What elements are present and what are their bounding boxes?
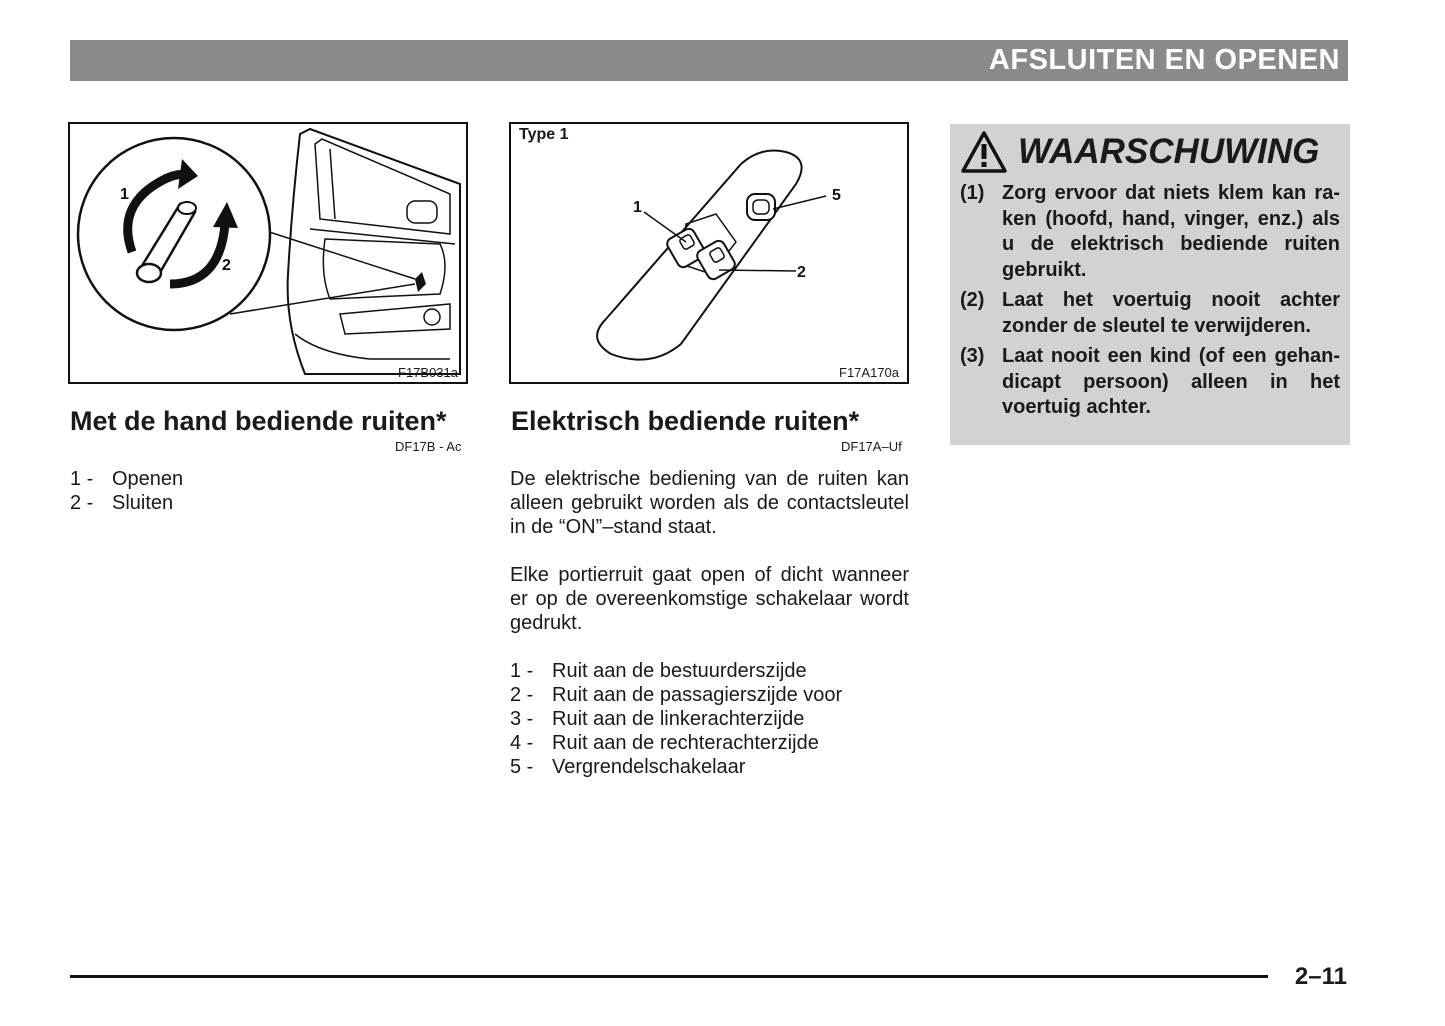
callout-2: 2 — [797, 264, 806, 281]
electric-items-list — [510, 659, 842, 779]
electric-section-code: DF17A–Uf — [841, 439, 902, 454]
warning-title: WAARSCHUWING — [1018, 132, 1320, 171]
electric-paragraph-2: Elke portierruit gaat open of dicht wanneer er op de overeenkomstige schakelaar wordt gedrukt. — [510, 564, 909, 634]
warning-item: (3) Laat nooit een kind (of een gehan-dicapt persoon) alleen in het voertuig achter. — [960, 345, 1340, 418]
manual-items-list — [70, 467, 183, 515]
list-item: 2 - Sluiten — [70, 492, 174, 514]
callout-1: 1 — [633, 199, 642, 216]
electric-section-title: Elektrisch bediende ruiten* — [511, 406, 860, 436]
manual-window-figure — [68, 122, 468, 384]
figure-code: F17A170a — [839, 365, 899, 380]
list-item: 4 - Ruit aan de rechterachterzijde — [510, 732, 819, 754]
warning-list — [960, 181, 1340, 426]
callout-1: 1 — [120, 186, 129, 203]
warning-item: (1) Zorg ervoor dat niets klem kan ra-ken (hoofd, hand, vinger, enz.) als u de elektrisch bediende ruiten gebruikt. — [960, 182, 1340, 281]
warning-box — [950, 124, 1350, 445]
figure-code: F17B031a — [398, 365, 458, 380]
electric-paragraph-1: De elektrische bediening van de ruiten kan alleen gebruikt worden als de contactsleutel in de “ON”–stand staat. — [510, 468, 909, 538]
header-bar — [70, 40, 1348, 81]
list-item: 1 - Ruit aan de bestuurderszijde — [510, 660, 807, 682]
page-title: AFSLUITEN EN OPENEN — [988, 44, 1340, 76]
warning-item: (2) Laat het voertuig nooit achter zonder de sleutel te verwijderen. — [960, 289, 1340, 337]
list-item: 5 - Vergrendelschakelaar — [510, 756, 746, 778]
footer-rule — [70, 975, 1268, 978]
callout-5: 5 — [832, 187, 841, 204]
manual-section-title: Met de hand bediende ruiten* — [70, 406, 447, 436]
list-item: 1 - Openen — [70, 468, 184, 490]
power-window-figure — [509, 122, 909, 384]
callout-2: 2 — [222, 257, 231, 274]
figure-type-label: Type 1 — [519, 126, 569, 143]
list-item: 3 - Ruit aan de linkerachterzijde — [510, 708, 805, 730]
page-number: 2–11 — [1294, 963, 1347, 990]
list-item: 2 - Ruit aan de passagierszijde voor — [510, 684, 843, 706]
switch-panel-illustration — [511, 124, 907, 382]
door-crank-illustration — [70, 124, 466, 382]
warning-triangle-icon — [960, 130, 1008, 174]
manual-section-code: DF17B - Ac — [395, 439, 462, 454]
